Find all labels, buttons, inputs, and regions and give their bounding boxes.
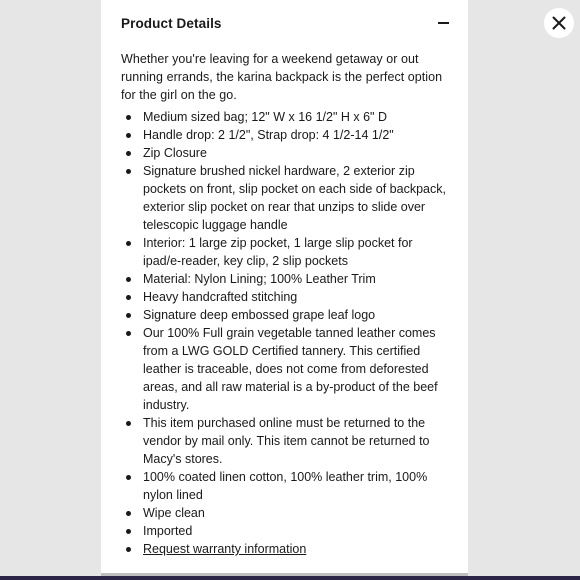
minus-icon[interactable] bbox=[436, 16, 450, 30]
product-details-panel bbox=[101, 0, 468, 580]
list-item: Heavy handcrafted stitching bbox=[121, 288, 450, 306]
list-item: This item purchased online must be returned to the vendor by mail only. This item cannot be returned to Macy's stores. bbox=[121, 414, 450, 468]
list-item: Medium sized bag; 12" W x 16 1/2" H x 6" D bbox=[121, 108, 450, 126]
list-item: Material: Nylon Lining; 100% Leather Trim bbox=[121, 270, 450, 288]
list-item: Interior: 1 large zip pocket, 1 large slip pocket for ipad/e-reader, key clip, 2 slip pockets bbox=[121, 234, 450, 270]
list-item: Handle drop: 2 1/2", Strap drop: 4 1/2-14 1/2" bbox=[121, 126, 450, 144]
panel-title: Product Details bbox=[121, 15, 222, 31]
list-item: Zip Closure bbox=[121, 144, 450, 162]
close-icon bbox=[552, 16, 566, 30]
bottom-bar bbox=[0, 576, 580, 580]
list-item: Signature deep embossed grape leaf logo bbox=[121, 306, 450, 324]
close-button[interactable] bbox=[544, 8, 574, 38]
list-item: Our 100% Full grain vegetable tanned leather comes from a LWG GOLD Certified tannery. This certified leather is traceable, does not come from deforested areas, and all raw material is a by-product of the beef industry. bbox=[121, 324, 450, 414]
feature-list bbox=[121, 108, 450, 558]
warranty-link[interactable]: Request warranty information bbox=[143, 542, 307, 556]
list-item-warranty bbox=[121, 540, 450, 558]
product-description: Whether you're leaving for a weekend getaway or out running errands, the karina backpack is the perfect option for the girl on the go. bbox=[121, 52, 443, 102]
list-item: Wipe clean bbox=[121, 504, 450, 522]
panel-header[interactable] bbox=[121, 0, 450, 46]
list-item: Signature brushed nickel hardware, 2 exterior zip pockets on front, slip pocket on each side of backpack, exterior slip pocket on rear that unzips to slide over telescopic luggage handle bbox=[121, 162, 450, 234]
list-item: 100% coated linen cotton, 100% leather trim, 100% nylon lined bbox=[121, 468, 450, 504]
list-item: Imported bbox=[121, 522, 450, 540]
